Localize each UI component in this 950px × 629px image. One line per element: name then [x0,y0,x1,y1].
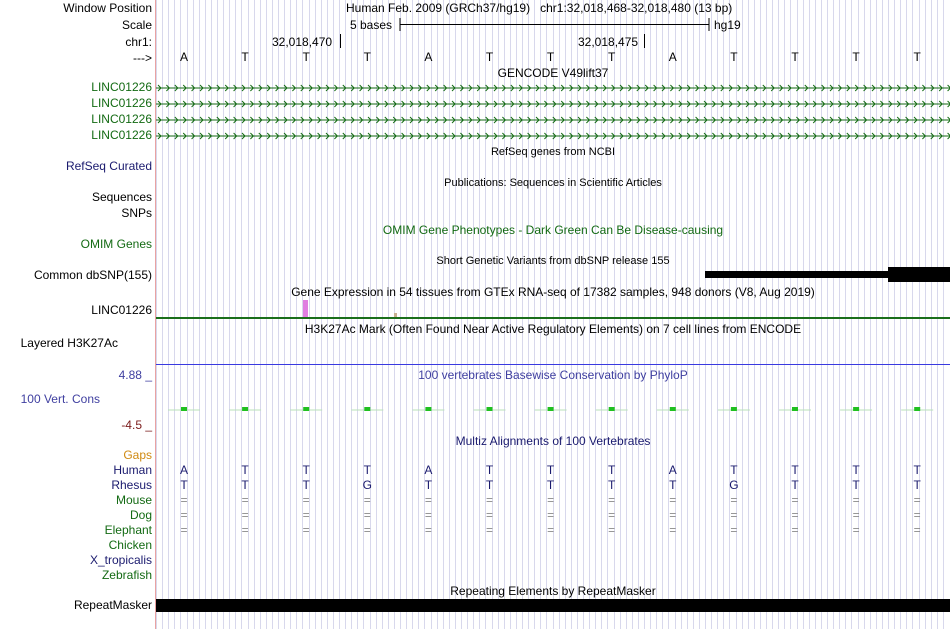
alignment-base: T [424,478,433,492]
h3k27ac-signal-line [156,364,950,365]
scale-assembly-text: hg19 [714,18,741,32]
species-elephant-label[interactable]: Elephant [104,523,152,537]
multiz-track-title: Multiz Alignments of 100 Vertebrates [455,434,651,448]
alignment-base: A [179,463,188,477]
alignment-base: T [485,478,494,492]
cons-score-mark [609,407,615,411]
species-dog-label[interactable]: Dog [129,508,152,522]
gtex-gene-line [156,317,950,319]
track-area [156,0,950,629]
alignment-base: T [302,478,310,492]
alignment-base: = [547,523,555,537]
cons-score-mark [548,407,554,411]
alignment-base: T [669,478,677,492]
alignment-base: = [669,523,677,537]
alignment-base: = [791,508,799,522]
gencode-label-2[interactable]: LINC01226 [91,96,152,110]
cons-score-mark [914,407,920,411]
alignment-base: = [852,493,860,507]
omim-label[interactable]: OMIM Genes [80,237,152,251]
alignment-base: = [363,508,371,522]
dbsnp-track-title: Short Genetic Variants from dbSNP release 155 [436,255,670,267]
coord-label-2: 32,018,475 [578,35,639,49]
scale-label: Scale [121,18,152,32]
alignment-base: = [608,508,616,522]
track-label-column [0,0,155,629]
species-human-label[interactable]: Human [113,463,152,477]
alignment-base: T [791,478,799,492]
alignment-base: = [608,493,616,507]
alignment-base: = [302,493,310,507]
conservation-label[interactable]: 100 Vert. Cons [20,392,100,406]
gtex-label[interactable]: LINC01226 [91,303,152,317]
species-mouse-label[interactable]: Mouse [115,493,152,507]
alignment-base: = [608,523,616,537]
coord-tick-2 [644,34,645,48]
alignment-base: T [485,463,494,477]
species-xtropicalis-label[interactable]: X_tropicalis [89,553,152,567]
alignment-base: T [913,478,921,492]
alignment-base: = [302,508,310,522]
conservation-track-title: 100 vertebrates Basewise Conservation by PhyloP [418,368,688,382]
alignment-base: = [730,508,738,522]
reference-base: A [668,50,677,64]
alignment-base: = [485,493,493,507]
cons-score-mark [731,407,737,411]
cons-score-mark [303,407,309,411]
alignment-base: A [668,463,677,477]
alignment-base: G [362,478,372,492]
reference-base: A [424,50,433,64]
alignment-base: = [547,508,555,522]
alignment-base: T [608,478,616,492]
alignment-base: = [363,523,371,537]
alignment-base: = [485,523,493,537]
reference-base: T [302,50,310,64]
alignment-base: = [424,523,432,537]
publications-label[interactable]: Sequences [91,190,152,204]
gencode-label-1[interactable]: LINC01226 [91,80,152,94]
reference-base: T [608,50,616,64]
gencode-label-4[interactable]: LINC01226 [91,128,152,142]
reference-base: T [791,50,799,64]
alignment-base: T [180,478,188,492]
dbsnp-variant-block[interactable] [888,267,950,282]
species-rhesus-label[interactable]: Rhesus [111,478,152,492]
alignment-base: = [913,508,921,522]
scale-bases-text: 5 bases [350,18,393,32]
alignment-base: = [180,523,188,537]
gencode-track-title: GENCODE V49lift37 [497,66,609,80]
alignment-base: = [730,523,738,537]
cons-max-label: 4.88 _ [118,368,152,382]
cons-score-mark [425,407,431,411]
alignment-base: = [180,508,188,522]
alignment-base: T [241,463,249,477]
reference-base: T [485,50,494,64]
reference-base: T [363,50,371,64]
gaps-label: Gaps [123,448,152,462]
alignment-base: T [791,463,799,477]
alignment-base: = [852,523,860,537]
alignment-base: = [791,523,799,537]
species-zebrafish-label[interactable]: Zebrafish [101,568,152,582]
reference-base: T [913,50,921,64]
repeatmasker-label[interactable]: RepeatMasker [73,598,152,612]
cons-score-mark [242,407,248,411]
alignment-base: T [852,478,860,492]
cons-score-mark [487,407,493,411]
alignment-base: = [547,493,555,507]
repeatmasker-element[interactable] [156,599,950,612]
coord-tick-1 [340,34,341,48]
omim-track-title: OMIM Gene Phenotypes - Dark Green Can Be Disease-causing [382,223,724,237]
alignment-base: T [730,463,738,477]
refseq-label[interactable]: RefSeq Curated [65,159,152,173]
repeatmasker-track-title: Repeating Elements by RepeatMasker [450,584,656,598]
snps-label[interactable]: SNPs [121,206,152,220]
publications-track-title: Publications: Sequences in Scientific Articles [444,177,662,189]
alignment-base: = [791,493,799,507]
cons-min-label: -4.5 _ [121,418,152,432]
alignment-base: T [546,478,555,492]
reference-base: T [546,50,555,64]
cons-score-mark [670,407,676,411]
h3k27ac-label[interactable]: Layered H3K27Ac [20,336,118,350]
cons-score-mark [853,407,859,411]
alignment-base: = [363,493,371,507]
reference-base: T [241,50,249,64]
gtex-track-title: Gene Expression in 54 tissues from GTEx RNA-seq of 17382 samples, 948 donors (V8, Aug 2019) [291,285,815,299]
cons-score-mark [181,407,187,411]
scale-bar [399,17,711,33]
cons-score-mark [364,407,370,411]
gtex-expression-bar[interactable] [303,300,308,317]
alignment-base: T [363,463,371,477]
alignment-base: T [241,478,249,492]
alignment-base: A [424,463,433,477]
coord-label-1: 32,018,470 [272,35,333,49]
alignment-base: = [180,493,188,507]
window-position-label: Window Position [63,1,152,15]
alignment-base: = [913,493,921,507]
gencode-label-3[interactable]: LINC01226 [91,112,152,126]
alignment-base: = [302,523,310,537]
cons-score-mark [792,407,798,411]
alignment-base: T [546,463,555,477]
alignment-base: = [424,508,432,522]
alignment-base: T [913,463,921,477]
species-chicken-label[interactable]: Chicken [108,538,152,552]
conservation-plot[interactable] [156,398,950,428]
reference-base: T [852,50,860,64]
alignment-base: T [302,463,310,477]
reference-base: A [179,50,188,64]
strand-label: ---> [133,51,152,65]
alignment-base: T [608,463,616,477]
window-position-value: Human Feb. 2009 (GRCh37/hg19) chr1:32,018,468-32,018,480 (13 bp) [346,1,733,15]
gencode-transcripts[interactable] [156,80,950,144]
alignment-base: = [730,493,738,507]
alignment-base: = [424,493,432,507]
dbsnp-label[interactable]: Common dbSNP(155) [33,268,152,282]
alignment-base: T [852,463,860,477]
h3k27ac-track-title: H3K27Ac Mark (Often Found Near Active Regulatory Elements) on 7 cell lines from ENCODE [304,322,802,336]
alignment-base: = [669,508,677,522]
alignment-base: G [729,478,739,492]
alignment-base: = [913,523,921,537]
alignment-base: = [852,508,860,522]
alignment-base: = [241,523,249,537]
alignment-base: = [485,508,493,522]
alignment-base: = [241,508,249,522]
chrom-label: chr1: [125,35,152,49]
refseq-track-title: RefSeq genes from NCBI [490,146,616,158]
alignment-base: = [241,493,249,507]
reference-base: T [730,50,738,64]
alignment-base: = [669,493,677,507]
